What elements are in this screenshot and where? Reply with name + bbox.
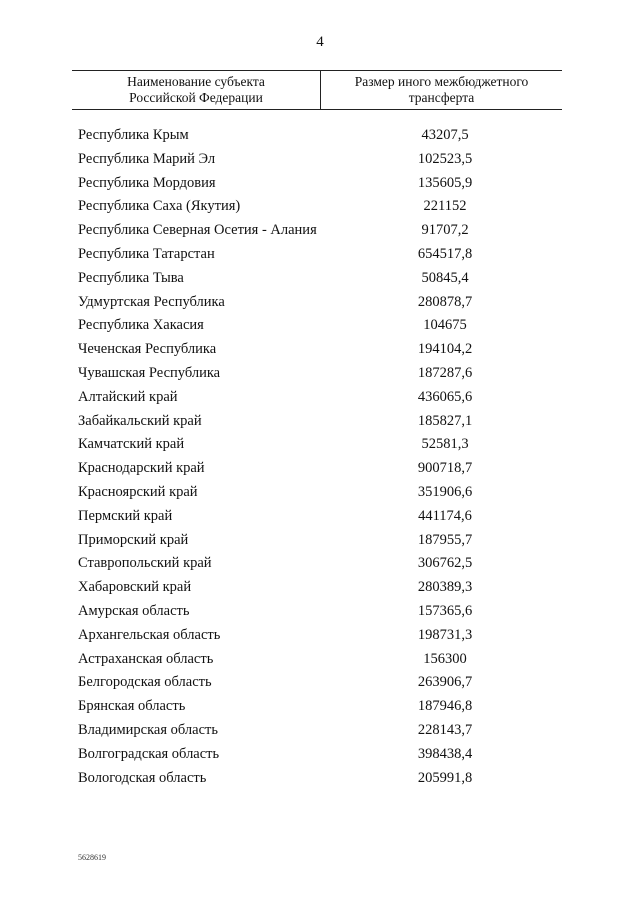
transfer-amount-cell: 187955,7 (417, 531, 473, 548)
subject-name-cell: Белгородская область (78, 674, 212, 691)
table-row (78, 245, 538, 263)
subject-name-cell: Республика Крым (78, 127, 189, 143)
subject-name-cell: Краснодарский край (78, 460, 205, 477)
subject-name-cell: Республика Марий Эл (78, 150, 216, 167)
subject-name-cell: Республика Мордовия (78, 174, 216, 191)
transfer-amount-cell: 441174,6 (418, 507, 472, 524)
header-transfer-amount (321, 71, 562, 109)
transfer-amount-cell: 436065,6 (417, 388, 473, 405)
subject-name-cell: Республика Северная Осетия - Алания (78, 222, 317, 239)
table-row (78, 697, 538, 715)
transfer-amount-cell: 187287,6 (417, 364, 473, 381)
table-row (78, 174, 538, 192)
subject-name-cell: Республика Саха (Якутия) (78, 198, 241, 215)
table-row (78, 578, 538, 596)
table-row (78, 745, 538, 763)
header-transfer-amount-line1: Размер иного межбюджетного (354, 74, 529, 89)
subject-name-cell: Удмуртская Республика (78, 293, 225, 310)
subject-name-cell: Забайкальский край (78, 412, 202, 429)
transfer-amount-cell: 280878,7 (417, 293, 473, 310)
table-row (78, 150, 538, 168)
page-number: 4 (316, 34, 324, 50)
table-row (78, 388, 538, 406)
transfer-amount-cell: 351906,6 (417, 483, 473, 500)
transfer-amount-cell: 104675 (423, 317, 467, 334)
table-row (78, 459, 538, 477)
transfer-amount-cell: 194104,2 (417, 341, 473, 358)
table-row (78, 293, 538, 311)
subject-name-cell: Алтайский край (78, 388, 178, 405)
subject-name-cell: Чеченская Республика (78, 341, 217, 358)
table-row (78, 721, 538, 739)
transfer-amount-cell: 280389,3 (417, 579, 473, 596)
table-row (78, 269, 538, 287)
subject-name-cell: Красноярский край (78, 483, 198, 500)
transfer-amount-cell: 91707,2 (421, 222, 469, 239)
table-row (78, 412, 538, 430)
subject-name-cell: Астраханская область (78, 650, 214, 667)
subject-name-cell: Республика Тыва (78, 269, 184, 286)
transfer-amount-cell: 306762,5 (417, 555, 473, 572)
transfer-amount-cell: 156300 (423, 650, 467, 667)
subject-name-cell: Амурская область (78, 602, 190, 619)
table-row (78, 483, 538, 501)
table-row (78, 626, 538, 644)
transfer-amount-cell: 135605,9 (417, 174, 473, 191)
transfer-amount-cell: 900718,7 (417, 460, 473, 477)
table-row (78, 769, 538, 787)
transfer-amount-cell: 50845,4 (421, 269, 469, 286)
transfer-amount-cell: 654517,8 (417, 245, 473, 262)
subject-name-cell: Республика Татарстан (78, 245, 215, 262)
table-row (78, 673, 538, 691)
subject-name-cell: Вологодская область (78, 769, 207, 786)
table-row (78, 554, 538, 572)
transfer-amount-cell: 205991,8 (417, 769, 473, 786)
header-transfer-amount-line2: трансферта (408, 90, 475, 105)
table-row (78, 316, 538, 334)
table-row (78, 650, 538, 668)
header-subject-name-line1: Наименование субъекта (127, 74, 265, 89)
table-row (78, 531, 538, 549)
subject-name-cell: Пермский край (78, 507, 173, 524)
table-row (78, 507, 538, 525)
document-code: 5628619 (78, 853, 106, 862)
subject-name-cell: Архангельская область (78, 626, 221, 643)
table-row (78, 126, 538, 144)
table-row (78, 435, 538, 453)
transfer-amount-cell: 157365,6 (417, 602, 473, 619)
subject-name-cell: Брянская область (78, 698, 186, 715)
table-header (72, 70, 562, 110)
subject-name-cell: Владимирская область (78, 721, 218, 738)
subject-name-cell: Приморский край (78, 531, 189, 548)
subject-name-cell: Республика Хакасия (78, 317, 204, 334)
transfer-amount-cell: 187946,8 (417, 698, 473, 715)
transfer-amount-cell: 228143,7 (417, 721, 473, 738)
transfer-amount-cell: 398438,4 (417, 745, 473, 762)
subject-name-cell: Чувашская Республика (78, 364, 221, 381)
subject-name-cell: Волгоградская область (78, 745, 220, 762)
table-body (78, 126, 538, 792)
transfer-amount-cell: 198731,3 (417, 626, 473, 643)
table-row (78, 340, 538, 358)
transfer-amount-cell: 52581,3 (421, 436, 469, 453)
table-row (78, 221, 538, 239)
transfer-amount-cell: 263906,7 (417, 674, 473, 691)
transfer-amount-cell: 43207,5 (421, 127, 469, 143)
subject-name-cell: Хабаровский край (78, 579, 192, 596)
table-row (78, 602, 538, 620)
table-row (78, 197, 538, 215)
header-subject-name-line2: Российской Федерации (129, 90, 263, 105)
subject-name-cell: Камчатский край (78, 436, 185, 453)
transfer-amount-cell: 102523,5 (417, 150, 473, 167)
transfer-amount-cell: 221152 (423, 198, 467, 215)
header-subject-name (72, 71, 321, 109)
table-row (78, 364, 538, 382)
transfer-amount-cell: 185827,1 (417, 412, 473, 429)
subject-name-cell: Ставропольский край (78, 555, 212, 572)
